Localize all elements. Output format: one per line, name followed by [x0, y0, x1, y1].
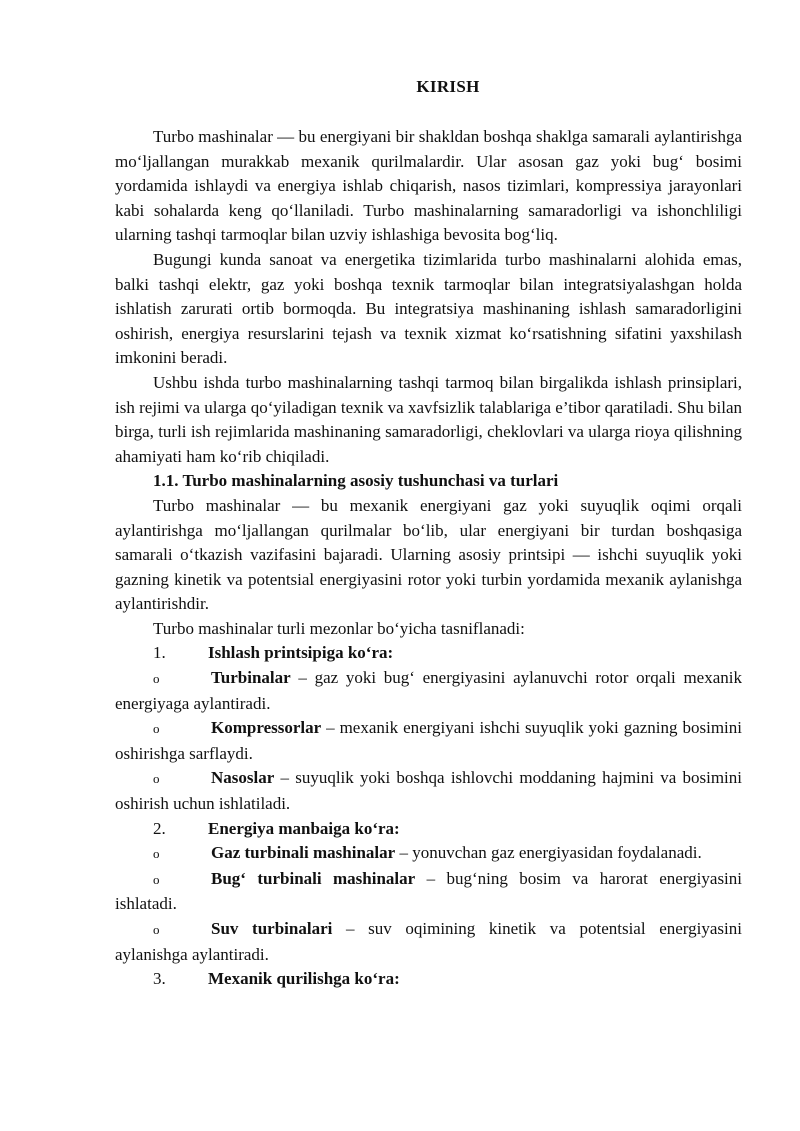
bullet-description: – bug‘ning bosim va harorat energiyasini ishlatadi.: [115, 868, 743, 914]
numbered-item-3: [115, 967, 742, 992]
bullet-marker: o: [153, 771, 160, 787]
bullet-term: Bug‘ turbinali mashinalar: [211, 868, 416, 888]
bullet-item: [115, 867, 742, 917]
bullet-term: Suv turbinalari: [211, 919, 333, 938]
bullet-marker: o: [153, 871, 160, 887]
item-number: 1.: [153, 643, 166, 663]
bullet-term: Gaz turbinali mashinalar: [211, 843, 396, 863]
section-heading: 1.1. Turbo mashinalarning asosiy tushunchasi va turlari: [153, 471, 559, 491]
bullet-description: – suyuqlik yoki boshqa ishlovchi moddaning hajmini va bosimini oshirish uchun ishlatiladi.: [115, 768, 742, 814]
bullet-term: Turbinalar: [211, 668, 291, 688]
bullet-description: – gaz yoki bug‘ energiyasini aylanuvchi rotor orqali mexanik energiyaga aylantiradi.: [115, 668, 742, 713]
bullet-marker: o: [153, 671, 160, 687]
bullet-term: Nasoslar: [211, 768, 275, 788]
bullet-description: – mexanik energiyani ishchi suyuqlik yoki gazning bosimini oshirishga sarflaydi.: [115, 718, 742, 763]
numbered-item-label: Energiya manbaiga ko‘ra:: [208, 818, 400, 838]
bullet-item: [115, 716, 742, 766]
bullet-item: [115, 666, 742, 716]
intro-paragraph-2: Bugungi kunda sanoat va energetika tizimlarida turbo mashinalarni alohida emas, balki tashqi elektr, gaz yoki boshqa texnik tarmoqlar bilan integratsiyalashgan holda ishlatish zarurati ortib bormoqda. Bu integratsiya mashinaning ishlash samaradorligini oshirish, energiya resurslarini tejash va texnik xizmat ko‘rsatishning sifatini yaxshilash imkonini beradi.: [115, 249, 742, 368]
bullet-description: – yonuvchan gaz energiyasidan foydalanadi.: [395, 843, 702, 863]
numbered-item-label: Mexanik qurilishga ko‘ra:: [208, 969, 400, 989]
intro-paragraph-3: Ushbu ishda turbo mashinalarning tashqi tarmoq bilan birgalikda ishlash prinsiplari, ish rejimi va ularga qo‘yiladigan texnik va xavfsizlik talablariga e’tibor qaratiladi. Shu bilan birga, turli ish rejimlarida mashinaning samaradorligi, cheklovlari va ularga rioya qilishning ahamiyati ham ko‘rib chiqiladi.: [115, 372, 742, 466]
document-body: [115, 125, 742, 992]
classification-intro: Turbo mashinalar turli mezonlar bo‘yicha tasniflanadi:: [153, 618, 525, 638]
numbered-item-2: [115, 817, 742, 842]
bullet-term: Kompressorlar: [211, 718, 322, 738]
bullet-item: [115, 766, 742, 816]
bullet-marker: o: [153, 846, 160, 862]
definition-paragraph: Turbo mashinalar — bu mexanik energiyani gaz yoki suyuqlik oqimi orqali aylantirishga mo‘ljallangan qurilmalar bo‘lib, ular energiyani bir turdan boshqasiga samarali o‘tkazish vazifasini bajaradi. Ularning asosiy printsipi — ishchi suyuqlik yoki gazning kinetik va potentsial energiyasini rotor yoki turbin yordamida mexanik aylanishga aylantirishdir.: [115, 495, 742, 614]
bullet-marker: o: [153, 922, 160, 937]
numbered-item-1: [115, 641, 742, 666]
bullet-item: [115, 917, 742, 967]
intro-paragraph-1: Turbo mashinalar — bu energiyani bir shakldan boshqa shaklga samarali aylantirishga mo‘ljallangan murakkab mexanik qurilmalardir. Ular asosan gaz yoki bug‘ bosimi yordamida ishlaydi va energiya ishlab chiqarish, nasos tizimlari, kompressiya jarayonlari kabi sohalarda keng qo‘llaniladi. Turbo mashinalarning samaradorligi va ishonchliligi ularning tashqi tarmoqlar bilan uzviy ishlashiga bevosita bog‘liq.: [115, 127, 742, 245]
page-title: KIRISH: [416, 77, 480, 96]
item-number: 2.: [153, 818, 166, 838]
item-number: 3.: [153, 969, 166, 989]
bullet-item: [115, 841, 742, 867]
bullet-description: – suv oqimining kinetik va potentsial energiyasini aylanishga aylantiradi.: [115, 919, 742, 964]
numbered-item-label: Ishlash printsipiga ko‘ra:: [208, 643, 394, 663]
bullet-marker: o: [153, 721, 160, 737]
